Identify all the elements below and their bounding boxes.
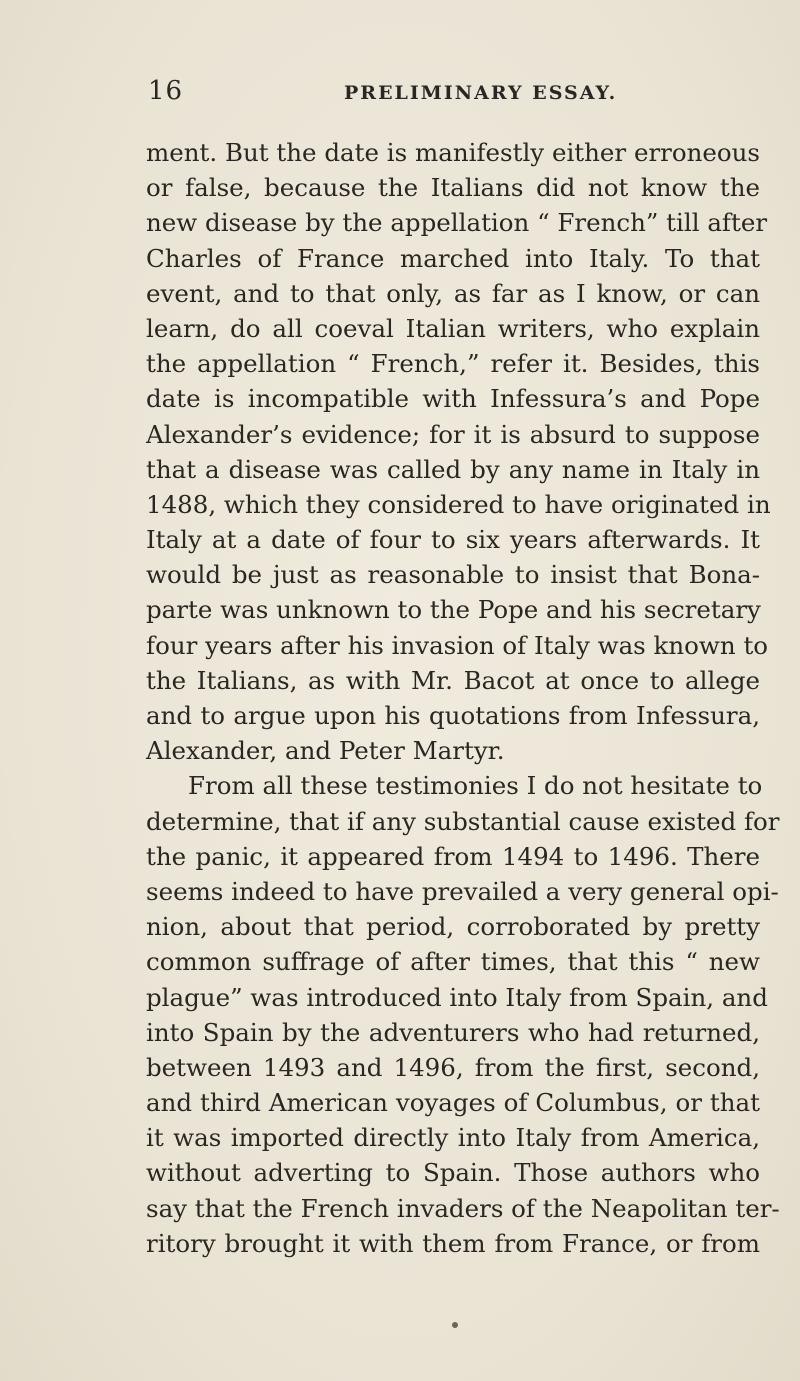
text-line: Alexander, and Peter Martyr. xyxy=(146,736,505,766)
text-line: the appellation “ French,” refer it. Besides, this xyxy=(146,349,760,379)
text-line: between 1493 and 1496, from the first, second, xyxy=(146,1052,760,1082)
text-line: the panic, it appeared from 1494 to 1496. There xyxy=(146,841,760,871)
text-line: event, and to that only, as far as I know, or can xyxy=(146,278,760,308)
text-line: plague” was introduced into Italy from Spain, and xyxy=(146,982,768,1012)
text-line: four years after his invasion of Italy was known to xyxy=(146,630,769,660)
text-line: ritory brought it with them from France, or from xyxy=(146,1228,760,1258)
paragraph-start-line: From all these testimonies I do not hesitate to xyxy=(188,771,763,801)
text-line: that a disease was called by any name in Italy in xyxy=(146,454,760,484)
text-line: or false, because the Italians did not know the xyxy=(146,173,760,203)
ink-speck xyxy=(452,1322,458,1328)
text-line: common suffrage of after times, that this “ new xyxy=(146,947,760,977)
text-line: say that the French invaders of the Neapolitan ter- xyxy=(146,1193,780,1223)
text-line: and to argue upon his quotations from Infessura, xyxy=(146,701,760,730)
text-line: 1488, which they considered to have originated in xyxy=(146,489,771,519)
text-line: would be just as reasonable to insist that Bona- xyxy=(146,560,760,590)
text-line: without adverting to Spain. Those authors who xyxy=(146,1158,760,1188)
text-line: date is incompatible with Infessura’s and Pope xyxy=(146,384,760,414)
text-line: the Italians, as with Mr. Bacot at once to allege xyxy=(146,665,760,695)
text-line: parte was unknown to the Pope and his secretary xyxy=(146,595,761,625)
text-line: and third American voyages of Columbus, or that xyxy=(146,1088,760,1118)
running-head: PRELIMINARY ESSAY. xyxy=(344,82,618,104)
page-number: 16 xyxy=(148,76,184,106)
text-line: ment. But the date is manifestly either erroneous xyxy=(146,138,760,167)
text-line: new disease by the appellation “ French” till after xyxy=(146,208,768,238)
page-header xyxy=(148,76,758,116)
text-line: learn, do all coeval Italian writers, who explain xyxy=(146,313,760,343)
text-line: into Spain by the adventurers who had returned, xyxy=(146,1017,760,1047)
text-line: it was imported directly into Italy from America, xyxy=(146,1123,760,1153)
text-line: Alexander’s evidence; for it is absurd to suppose xyxy=(146,419,760,449)
text-line: determine, that if any substantial cause existed for xyxy=(146,806,780,836)
text-line: Charles of France marched into Italy. To that xyxy=(146,243,760,273)
body-text xyxy=(146,135,780,1261)
text-line: seems indeed to have prevailed a very general opi- xyxy=(146,876,779,906)
text-line: Italy at a date of four to six years afterwards. It xyxy=(146,525,760,555)
text-line: nion, about that period, corroborated by pretty xyxy=(146,912,760,942)
